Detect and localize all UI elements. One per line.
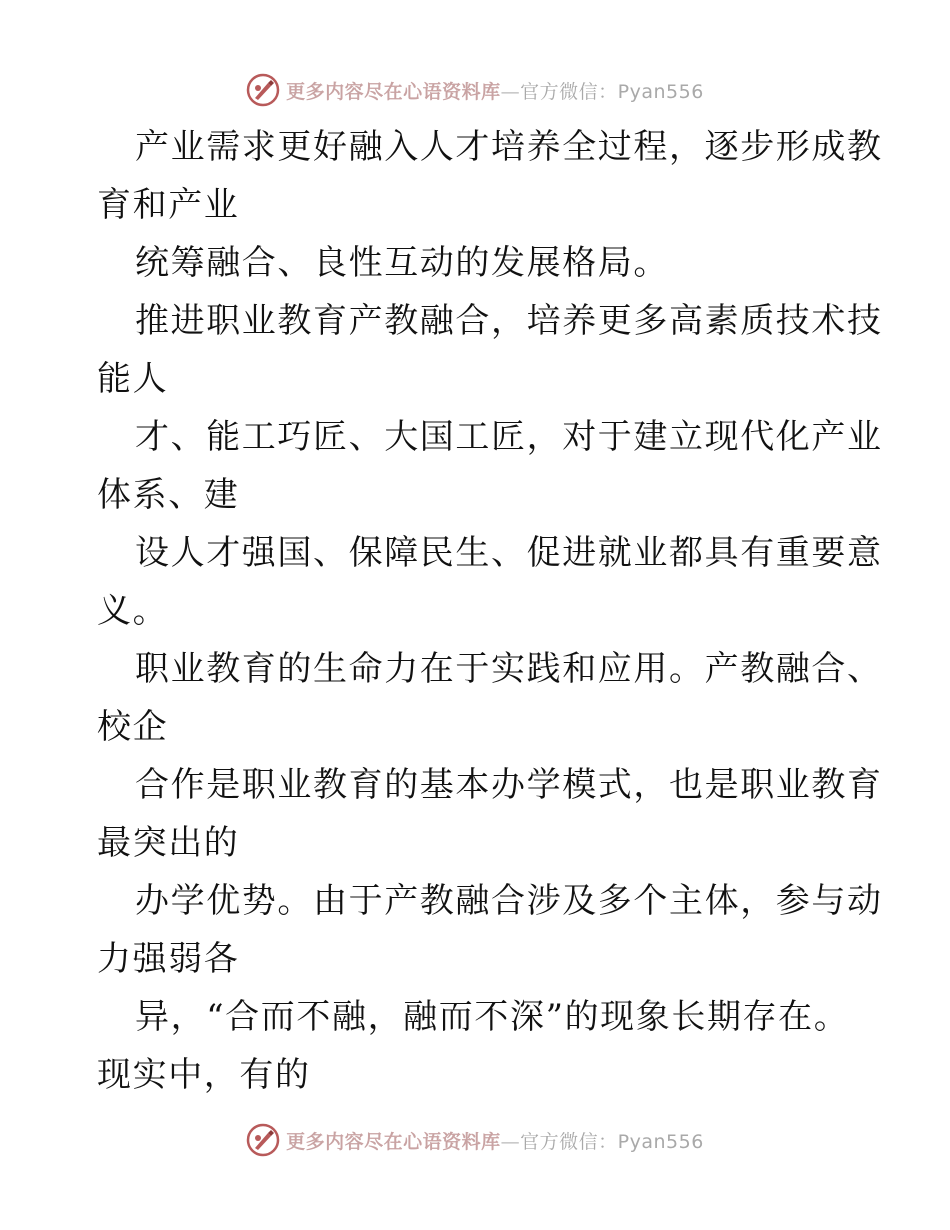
text-line: 体系、建 [97, 475, 240, 515]
text-line: 育和产业 [97, 185, 240, 225]
watermark-wechat: 官方微信：Pyan556 [520, 80, 704, 103]
text-line: 校企 [97, 707, 169, 747]
document-body [97, 118, 883, 1104]
text-line: 职业教育的生命力在于实践和应用。产教融合、 [135, 649, 883, 689]
text-line: 异，“合而不融，融而不深”的现象长期存在。 [135, 997, 850, 1037]
watermark-main: 更多内容尽在心语资料库 [286, 1130, 501, 1153]
text-line: 现实中，有的 [97, 1055, 311, 1095]
pen-logo-icon [246, 73, 280, 107]
footer-watermark [0, 1120, 950, 1160]
watermark-separator: — [500, 80, 521, 103]
text-line: 产业需求更好融入人才培养全过程，逐步形成教 [135, 127, 883, 167]
text-line: 办学优势。由于产教融合涉及多个主体，参与动 [135, 881, 883, 921]
text-line: 力强弱各 [97, 939, 240, 979]
watermark-text [286, 77, 704, 104]
watermark-main: 更多内容尽在心语资料库 [286, 80, 501, 103]
text-line: 推进职业教育产教融合，培养更多高素质技术技 [135, 301, 883, 341]
pen-logo-icon [246, 1123, 280, 1157]
text-line: 义。 [97, 591, 169, 631]
watermark-separator: — [500, 1130, 521, 1153]
text-line: 合作是职业教育的基本办学模式，也是职业教育 [135, 765, 883, 805]
watermark-text [286, 1127, 704, 1154]
text-line: 才、能工巧匠、大国工匠，对于建立现代化产业 [135, 417, 883, 457]
watermark-wechat: 官方微信：Pyan556 [520, 1130, 704, 1153]
text-line: 设人才强国、保障民生、促进就业都具有重要意 [135, 533, 883, 573]
header-watermark [0, 70, 950, 110]
text-line: 统筹融合、良性互动的发展格局。 [135, 243, 669, 283]
text-line: 能人 [97, 359, 169, 399]
text-line: 最突出的 [97, 823, 240, 863]
